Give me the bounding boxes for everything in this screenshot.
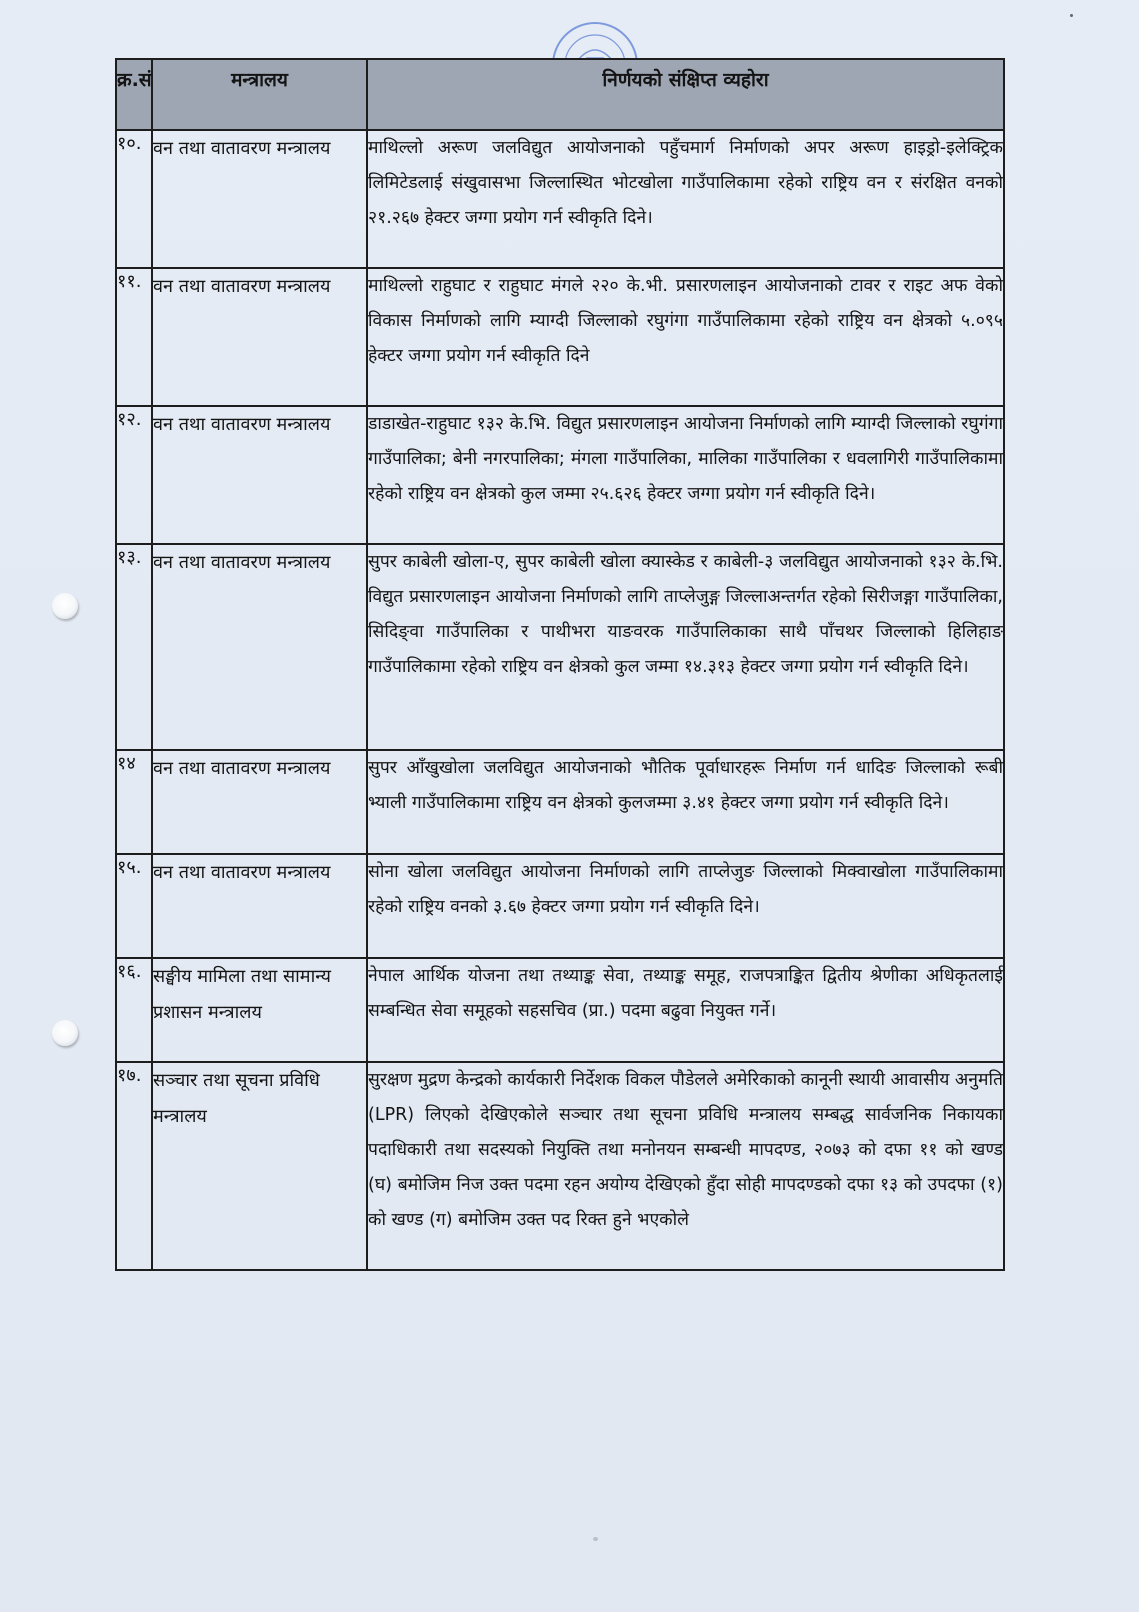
table-row bbox=[116, 406, 1004, 544]
table-row bbox=[116, 544, 1004, 750]
punch-hole bbox=[52, 1020, 78, 1046]
row-number: १६. bbox=[116, 958, 152, 1062]
row-ministry: वन तथा वातावरण मन्त्रालय bbox=[152, 130, 367, 268]
header-ministry: मन्त्रालय bbox=[152, 59, 367, 130]
row-summary: सुपर आँखुखोला जलविद्युत आयोजनाको भौतिक पूर्वाधारहरू निर्माण गर्न धादिङ जिल्लाको रूबी भ्याली गाउँपालिकामा राष्ट्रिय वन क्षेत्रको कुलजम्मा ३.४१ हेक्टर जग्गा प्रयोग गर्न स्वीकृति दिने। bbox=[367, 750, 1004, 854]
row-number: १०. bbox=[116, 130, 152, 268]
decision-table bbox=[115, 58, 1005, 1271]
table-row bbox=[116, 1062, 1004, 1270]
row-summary: सुरक्षण मुद्रण केन्द्रको कार्यकारी निर्देशक विकल पौडेलले अमेरिकाको कानूनी स्थायी आवासीय अनुमति (LPR) लिएको देखिएकोले सञ्चार तथा सूचना प्रविधि मन्त्रालय सम्बद्ध सार्वजनिक निकायका पदाधिकारी तथा सदस्यको नियुक्ति तथा मनोनयन सम्बन्धी मापदण्ड, २०७३ को दफा ११ को खण्ड (घ) बमोजिम निज उक्त पदमा रहन अयोग्य देखिएको हुँदा सोही मापदण्डको दफा १३ को उपदफा (१) को खण्ड (ग) बमोजिम उक्त पद रिक्त हुने भएकोले bbox=[367, 1062, 1004, 1270]
table-header-row bbox=[116, 59, 1004, 130]
scan-speck bbox=[1070, 14, 1073, 17]
table-row bbox=[116, 854, 1004, 958]
row-ministry: वन तथा वातावरण मन्त्रालय bbox=[152, 750, 367, 854]
row-summary: डाडाखेत-राहुघाट १३२ के.भि. विद्युत प्रसारणलाइन आयोजना निर्माणको लागि म्याग्दी जिल्लाको रघुगंगा गाउँपालिका; बेनी नगरपालिका; मंगला गाउँपालिका, मालिका गाउँपालिका र धवलागिरी गाउँपालिकामा रहेको राष्ट्रिय वन क्षेत्रको कुल जम्मा २५.६२६ हेक्टर जग्गा प्रयोग गर्न स्वीकृति दिने। bbox=[367, 406, 1004, 544]
row-ministry: सञ्चार तथा सूचना प्रविधि मन्त्रालय bbox=[152, 1062, 367, 1270]
row-summary: माथिल्लो राहुघाट र राहुघाट मंगले २२० के.भी. प्रसारणलाइन आयोजनाको टावर र राइट अफ वेको विकास निर्माणको लागि म्याग्दी जिल्लाको रघुगंगा गाउँपालिकामा रहेको राष्ट्रिय वन क्षेत्रको ५.०९५ हेक्टर जग्गा प्रयोग गर्न स्वीकृति दिने bbox=[367, 268, 1004, 406]
row-ministry: वन तथा वातावरण मन्त्रालय bbox=[152, 854, 367, 958]
row-number: १३. bbox=[116, 544, 152, 750]
table-row bbox=[116, 958, 1004, 1062]
row-summary: सुपर काबेली खोला-ए, सुपर काबेली खोला क्यास्केड र काबेली-३ जलविद्युत आयोजनाको १३२ के.भि. विद्युत प्रसारणलाइन आयोजना निर्माणको लागि ताप्लेजुङ्ग जिल्लाअन्तर्गत रहेको सिरीजङ्गा गाउँपालिका, सिदिङ्वा गाउँपालिका र पाथीभरा याङवरक गाउँपालिकाका साथै पाँचथर जिल्लाको हिलिहाङ गाउँपालिकामा रहेको राष्ट्रिय वन क्षेत्रको कुल जम्मा १४.३१३ हेक्टर जग्गा प्रयोग गर्न स्वीकृति दिने। bbox=[367, 544, 1004, 750]
row-ministry: वन तथा वातावरण मन्त्रालय bbox=[152, 268, 367, 406]
header-serial-number: क्र.सं bbox=[116, 59, 152, 130]
scan-speck bbox=[593, 1537, 598, 1541]
row-number: १२. bbox=[116, 406, 152, 544]
table-row bbox=[116, 268, 1004, 406]
table-row bbox=[116, 750, 1004, 854]
row-ministry: सङ्घीय मामिला तथा सामान्य प्रशासन मन्त्रालय bbox=[152, 958, 367, 1062]
row-summary: नेपाल आर्थिक योजना तथा तथ्याङ्क सेवा, तथ्याङ्क समूह, राजपत्राङ्कित द्वितीय श्रेणीका अधिकृतलाई सम्बन्धित सेवा समूहको सहसचिव (प्रा.) पदमा बढुवा नियुक्त गर्ने। bbox=[367, 958, 1004, 1062]
row-summary: सोना खोला जलविद्युत आयोजना निर्माणको लागि ताप्लेजुङ जिल्लाको मिक्वाखोला गाउँपालिकामा रहेको राष्ट्रिय वनको ३.६७ हेक्टर जग्गा प्रयोग गर्न स्वीकृति दिने। bbox=[367, 854, 1004, 958]
header-decision-summary: निर्णयको संक्षिप्त व्यहोरा bbox=[367, 59, 1004, 130]
row-number: ११. bbox=[116, 268, 152, 406]
punch-hole bbox=[52, 593, 78, 619]
row-number: १४ bbox=[116, 750, 152, 854]
row-ministry: वन तथा वातावरण मन्त्रालय bbox=[152, 406, 367, 544]
row-summary: माथिल्लो अरूण जलविद्युत आयोजनाको पहुँचमार्ग निर्माणको अपर अरूण हाइड्रो-इलेक्ट्रिक लिमिटेडलाई संखुवासभा जिल्लास्थित भोटखोला गाउँपालिकामा रहेको राष्ट्रिय वन र संरक्षित वनको २१.२६७ हेक्टर जग्गा प्रयोग गर्न स्वीकृति दिने। bbox=[367, 130, 1004, 268]
row-number: १५. bbox=[116, 854, 152, 958]
row-ministry: वन तथा वातावरण मन्त्रालय bbox=[152, 544, 367, 750]
row-number: १७. bbox=[116, 1062, 152, 1270]
table-row bbox=[116, 130, 1004, 268]
